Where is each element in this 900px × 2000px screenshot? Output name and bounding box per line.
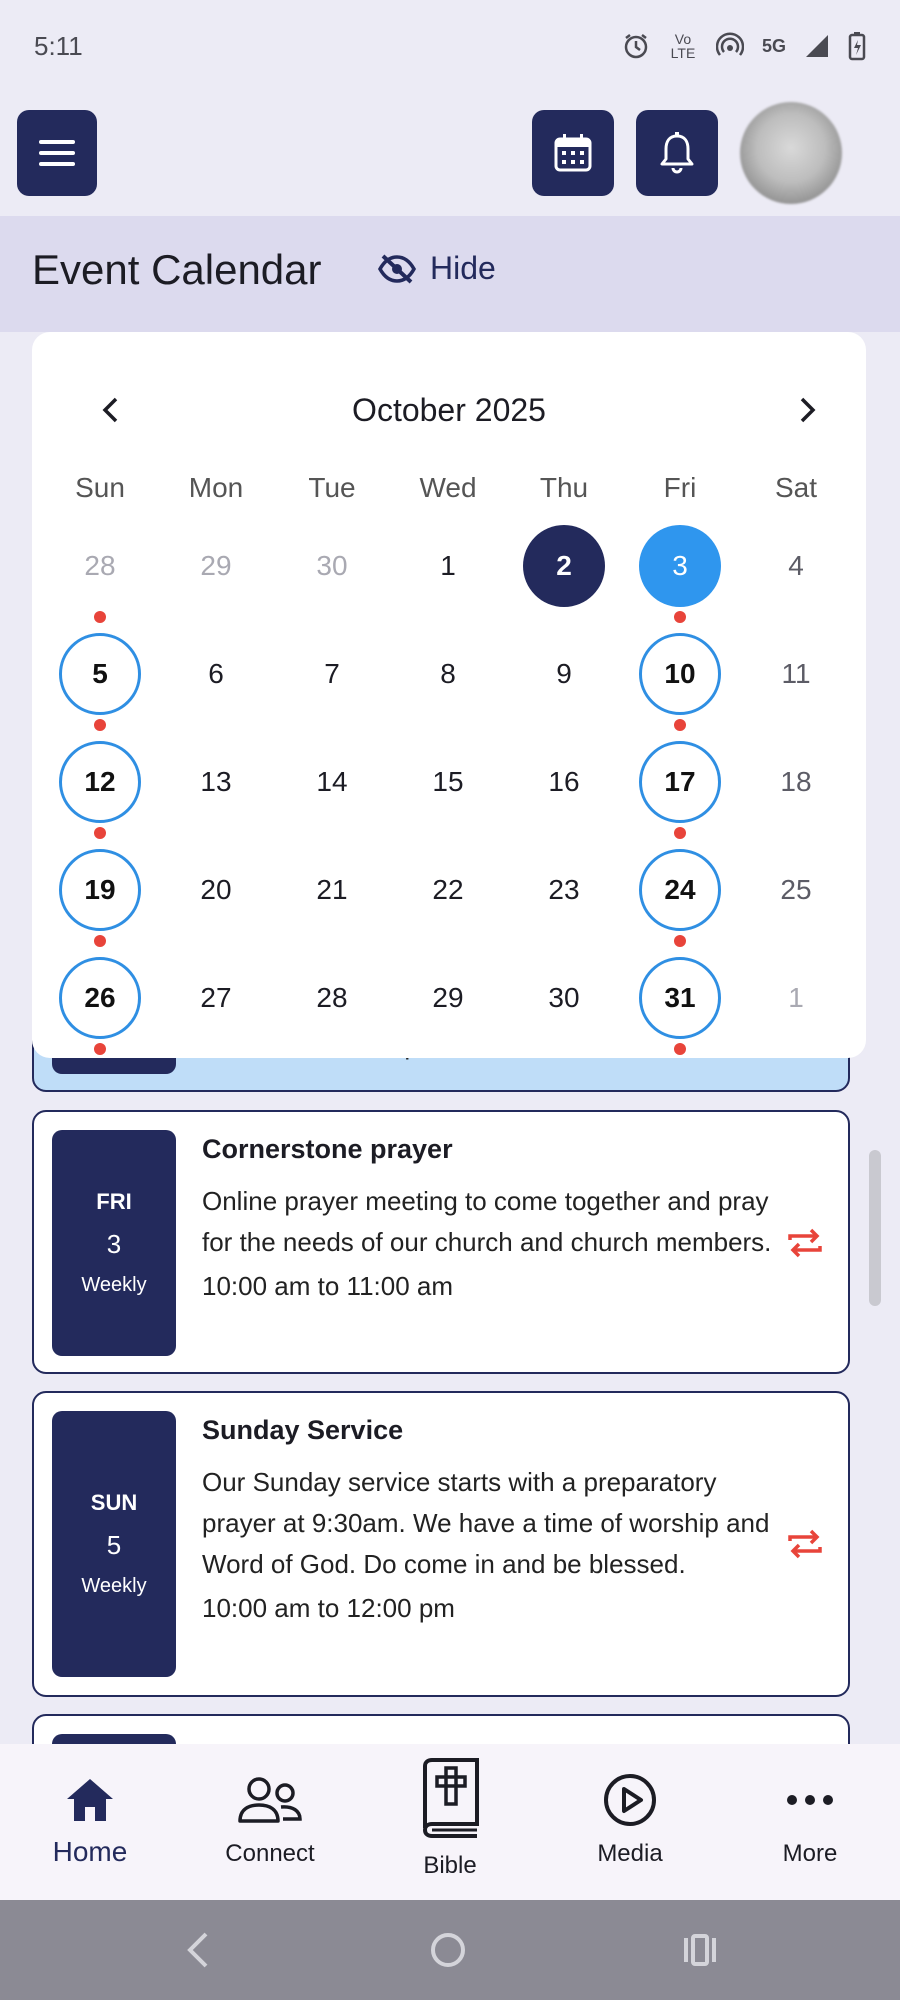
system-recents-button[interactable] bbox=[680, 1926, 720, 1974]
calendar-day[interactable] bbox=[158, 836, 274, 944]
event-date: 3 bbox=[106, 1229, 122, 1259]
chevron-right-icon bbox=[798, 396, 818, 424]
event-description: Online prayer meeting to come together and pray for the needs of our church and church members. bbox=[202, 1186, 772, 1257]
calendar-day-number: 1 bbox=[440, 550, 456, 581]
calendar-day[interactable] bbox=[274, 620, 390, 728]
notifications-button[interactable] bbox=[636, 110, 718, 196]
event-date: 5 bbox=[106, 1530, 122, 1560]
event-weekday: FRI bbox=[96, 1189, 132, 1214]
calendar-day[interactable] bbox=[274, 512, 390, 620]
weekday-label: Mon bbox=[188, 472, 244, 503]
event-card[interactable] bbox=[32, 1391, 850, 1697]
calendar-day-number: 30 bbox=[316, 550, 348, 581]
people-icon bbox=[237, 1775, 303, 1825]
calendar-day-number: 18 bbox=[780, 766, 812, 797]
calendar-day[interactable] bbox=[738, 620, 854, 728]
back-icon bbox=[182, 1930, 212, 1970]
calendar-day-number: 8 bbox=[440, 658, 456, 689]
calendar-day-number: 10 bbox=[639, 633, 721, 715]
calendar-day-number: 7 bbox=[324, 658, 340, 689]
calendar-day-number: 13 bbox=[200, 766, 232, 797]
calendar-day-number: 28 bbox=[84, 550, 116, 581]
calendar-day-number: 17 bbox=[639, 741, 721, 823]
calendar-day-number: 23 bbox=[548, 874, 580, 905]
nav-more-label: More bbox=[782, 1840, 838, 1867]
signal-icon bbox=[804, 33, 830, 59]
nav-bible-label: Bible bbox=[423, 1852, 477, 1879]
calendar-day-number: 29 bbox=[432, 982, 464, 1013]
nav-media[interactable] bbox=[540, 1744, 720, 1900]
calendar-day-number: 20 bbox=[200, 874, 232, 905]
calendar-day[interactable] bbox=[390, 728, 506, 836]
weekday-label: Sun bbox=[75, 472, 125, 503]
event-calendar-bar bbox=[0, 216, 900, 332]
menu-button[interactable] bbox=[17, 110, 97, 196]
calendar-grid bbox=[42, 512, 856, 1052]
scrollbar[interactable] bbox=[869, 1150, 881, 1306]
event-frequency: Weekly bbox=[81, 1274, 147, 1296]
calendar-card bbox=[32, 332, 866, 1058]
weekday-header bbox=[42, 472, 856, 504]
play-icon bbox=[603, 1773, 657, 1827]
page-title: Event Calendar bbox=[32, 246, 322, 293]
calendar-day-number: 24 bbox=[639, 849, 721, 931]
nav-connect[interactable] bbox=[180, 1744, 360, 1900]
calendar-day-number: 31 bbox=[639, 957, 721, 1039]
calendar-day[interactable] bbox=[622, 944, 738, 1052]
repeat-icon bbox=[784, 1523, 826, 1565]
calendar-day[interactable] bbox=[622, 620, 738, 728]
calendar-day-number: 3 bbox=[639, 525, 721, 607]
calendar-icon bbox=[553, 133, 593, 173]
home-icon bbox=[65, 1777, 115, 1823]
network-label: 5G bbox=[761, 35, 786, 56]
calendar-day-number: 29 bbox=[200, 550, 232, 581]
nav-home[interactable] bbox=[0, 1744, 180, 1900]
calendar-day[interactable] bbox=[42, 620, 158, 728]
calendar-day[interactable] bbox=[274, 728, 390, 836]
calendar-day[interactable] bbox=[390, 944, 506, 1052]
calendar-day[interactable] bbox=[274, 836, 390, 944]
event-body bbox=[202, 1134, 772, 1302]
calendar-day-number: 14 bbox=[316, 766, 348, 797]
calendar-navigation bbox=[32, 380, 866, 440]
repeat-icon bbox=[784, 1222, 826, 1264]
bell-icon bbox=[658, 132, 696, 174]
calendar-day[interactable] bbox=[738, 728, 854, 836]
calendar-day[interactable] bbox=[42, 728, 158, 836]
calendar-day-number: 16 bbox=[548, 766, 580, 797]
nav-more[interactable] bbox=[720, 1744, 900, 1900]
calendar-day[interactable] bbox=[158, 620, 274, 728]
calendar-day[interactable] bbox=[506, 944, 622, 1052]
calendar-button[interactable] bbox=[532, 110, 614, 196]
calendar-day-number: 19 bbox=[59, 849, 141, 931]
event-description: Our Sunday service starts with a preparatory prayer at 9:30am. We have a time of worship and Word of God. Do come in and be blessed. bbox=[202, 1467, 770, 1579]
weekday-label: Fri bbox=[663, 472, 697, 503]
calendar-day[interactable] bbox=[158, 512, 274, 620]
system-home-button[interactable] bbox=[428, 1926, 468, 1974]
recents-icon bbox=[680, 1930, 720, 1970]
calendar-day[interactable] bbox=[738, 512, 854, 620]
event-frequency: Weekly bbox=[81, 1575, 147, 1597]
calendar-month-label: October 2025 bbox=[352, 392, 546, 428]
event-time: 10:00 am to 12:00 pm bbox=[202, 1593, 455, 1623]
event-title: Sunday Service bbox=[202, 1415, 404, 1445]
calendar-day-number: 4 bbox=[788, 550, 804, 581]
calendar-day[interactable] bbox=[42, 836, 158, 944]
system-back-button[interactable] bbox=[182, 1926, 212, 1974]
nav-media-label: Media bbox=[597, 1840, 663, 1867]
calendar-day[interactable] bbox=[506, 728, 622, 836]
calendar-day[interactable] bbox=[506, 836, 622, 944]
calendar-day[interactable] bbox=[506, 620, 622, 728]
weekday-label: Wed bbox=[419, 472, 477, 503]
event-weekday: SUN bbox=[90, 1490, 138, 1515]
eye-off-icon bbox=[378, 254, 416, 284]
event-date-box bbox=[52, 1411, 176, 1677]
calendar-day-number: 28 bbox=[316, 982, 348, 1013]
calendar-day[interactable] bbox=[390, 620, 506, 728]
nav-home-label: Home bbox=[52, 1836, 128, 1867]
calendar-day[interactable] bbox=[390, 512, 506, 620]
calendar-day-number: 21 bbox=[316, 874, 348, 905]
more-dots-icon bbox=[786, 1793, 834, 1807]
calendar-day[interactable] bbox=[622, 728, 738, 836]
battery-icon bbox=[848, 31, 866, 61]
weekday-label: Sat bbox=[774, 472, 818, 503]
calendar-day-number: 9 bbox=[556, 658, 572, 689]
calendar-day[interactable] bbox=[42, 512, 158, 620]
calendar-day-number: 6 bbox=[208, 658, 224, 689]
event-body bbox=[202, 1415, 772, 1624]
event-indicator-dot bbox=[94, 1043, 106, 1055]
calendar-day-number: 11 bbox=[781, 658, 811, 689]
calendar-day[interactable] bbox=[506, 512, 622, 620]
home-circle-icon bbox=[428, 1930, 468, 1970]
next-month-button[interactable] bbox=[788, 390, 828, 430]
calendar-day[interactable] bbox=[622, 512, 738, 620]
weekday-label: Tue bbox=[308, 472, 356, 503]
calendar-day-number: 30 bbox=[548, 982, 580, 1013]
calendar-day-number: 26 bbox=[59, 957, 141, 1039]
volte-icon: Vo LTE bbox=[670, 31, 696, 61]
bottom-navigation bbox=[0, 1744, 900, 1900]
nav-connect-label: Connect bbox=[225, 1840, 315, 1867]
calendar-day-number: 12 bbox=[59, 741, 141, 823]
system-navigation-bar bbox=[0, 1900, 900, 2000]
profile-avatar[interactable] bbox=[740, 102, 842, 204]
calendar-day-number: 25 bbox=[780, 874, 812, 905]
hide-label: Hide bbox=[430, 250, 496, 286]
calendar-day[interactable] bbox=[274, 944, 390, 1052]
calendar-day[interactable] bbox=[738, 944, 854, 1052]
status-icons bbox=[622, 31, 866, 61]
event-date-box bbox=[52, 1130, 176, 1356]
weekday-label: Thu bbox=[539, 472, 589, 503]
alarm-icon bbox=[622, 32, 650, 60]
status-bar bbox=[0, 0, 900, 92]
calendar-day-number: 2 bbox=[523, 525, 605, 607]
calendar-day-number: 22 bbox=[432, 874, 464, 905]
calendar-day-number: 15 bbox=[432, 766, 464, 797]
hamburger-menu-icon bbox=[37, 138, 77, 168]
status-time: 5:11 bbox=[34, 30, 83, 61]
calendar-day[interactable] bbox=[390, 836, 506, 944]
event-title: Cornerstone prayer bbox=[202, 1134, 453, 1164]
calendar-day-number: 5 bbox=[59, 633, 141, 715]
nav-bible[interactable] bbox=[360, 1744, 540, 1900]
event-card[interactable] bbox=[32, 1110, 850, 1374]
calendar-day[interactable] bbox=[158, 728, 274, 836]
calendar-day-number: 1 bbox=[788, 982, 804, 1013]
calendar-day[interactable] bbox=[622, 836, 738, 944]
app-header bbox=[0, 100, 900, 210]
calendar-day[interactable] bbox=[42, 944, 158, 1052]
hide-calendar-toggle[interactable] bbox=[378, 250, 496, 287]
event-indicator-dot bbox=[674, 1043, 686, 1055]
calendar-day-number: 27 bbox=[200, 982, 232, 1013]
bible-icon bbox=[417, 1758, 483, 1842]
hotspot-icon bbox=[716, 32, 744, 60]
event-time: 10:00 am to 11:00 am bbox=[202, 1271, 454, 1301]
calendar-day[interactable] bbox=[738, 836, 854, 944]
calendar-day[interactable] bbox=[158, 944, 274, 1052]
